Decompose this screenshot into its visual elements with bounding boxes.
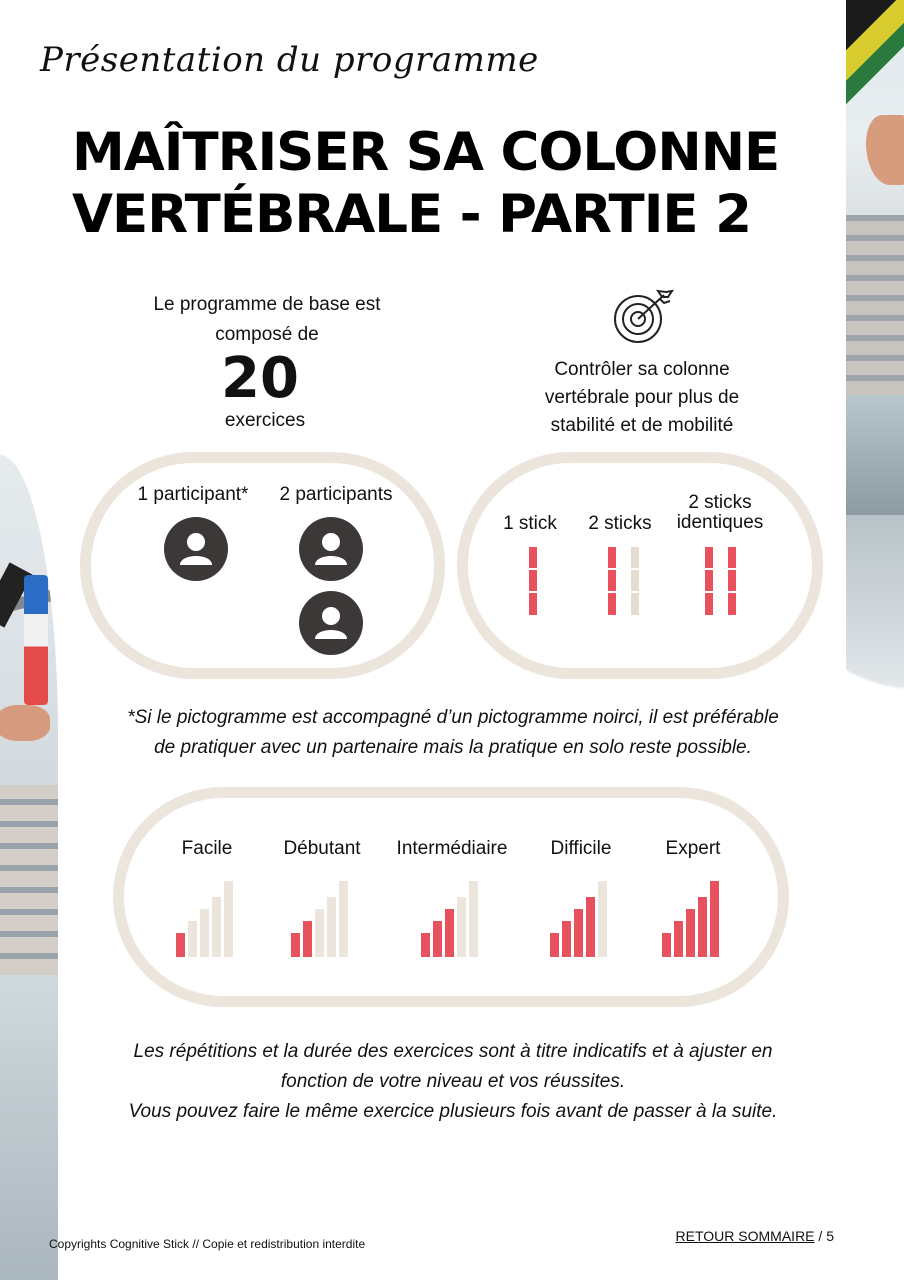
hand-photo-detail [0, 705, 50, 741]
difficulty-bar [550, 933, 559, 957]
repetitions-note-line3: Vous pouvez faire le même exercice plusieurs fois avant de passer à la suite. [128, 1101, 778, 1122]
program-intro-line1: Le programme de base est [153, 294, 381, 315]
difficulty-bar [433, 921, 442, 957]
difficulty-bar [176, 933, 185, 957]
partner-note-line1: *Si le pictogramme est accompagné d’un pictogramme noirci, il est préférable [127, 707, 779, 728]
identical-line2: identiques [676, 512, 764, 533]
target-arrow-icon [608, 287, 676, 345]
difficulty-bar [421, 933, 430, 957]
stick-icon-red [705, 547, 713, 615]
person-avatar-icon [299, 517, 363, 581]
page-footer-nav [676, 1228, 834, 1244]
partner-note-line2: de pratiquer avec un partenaire mais la pratique en solo reste possible. [154, 737, 752, 758]
objective-line2: vertébrale pour plus de [544, 387, 740, 408]
stick-photo-detail [24, 575, 48, 705]
difficulty-bar [291, 933, 300, 957]
level-label-intermédiaire: Intermédiaire [396, 838, 508, 859]
two-sticks-label: 2 sticks [588, 513, 652, 534]
photo-curve-mask [846, 550, 904, 690]
repetitions-note-line2: fonction de votre niveau et vos réussites. [280, 1071, 626, 1092]
back-to-summary-link[interactable]: RETOUR SOMMAIRE [675, 1228, 815, 1244]
page-title-line1: MAÎTRISER SA COLONNE [72, 122, 780, 183]
difficulty-bar [457, 897, 466, 957]
program-intro [117, 290, 417, 350]
two-participants-label: 2 participants [279, 484, 393, 505]
repetitions-note-line1: Les répétitions et la durée des exercices sont à titre indicatifs et à ajuster en [133, 1041, 773, 1062]
page-title-line2: VERTÉBRALE - PARTIE 2 [72, 184, 751, 245]
level-label-expert: Expert [665, 838, 721, 859]
difficulty-bar [674, 921, 683, 957]
level-label-facile: Facile [181, 838, 233, 859]
water-photo-detail [0, 975, 58, 1280]
difficulty-bar [662, 933, 671, 957]
program-intro-line2: composé de [215, 324, 319, 345]
difficulty-bars-icon [291, 879, 351, 959]
difficulty-bar [686, 909, 695, 957]
exercise-count: 20 [221, 346, 299, 411]
level-label-difficile: Difficile [550, 838, 612, 859]
difficulty-bar [339, 881, 348, 957]
person-avatar-icon [164, 517, 228, 581]
sticks-panel [457, 452, 823, 679]
stick-icon-beige [631, 547, 639, 615]
difficulty-bar [327, 897, 336, 957]
difficulty-bar [710, 881, 719, 957]
difficulty-bars-icon [421, 879, 481, 959]
difficulty-bar [303, 921, 312, 957]
difficulty-bar [469, 881, 478, 957]
stick-icon-red [529, 547, 537, 615]
person-avatar-icon [299, 591, 363, 655]
two-identical-sticks-label [668, 493, 772, 533]
stick-icon-red [728, 547, 736, 615]
objective-line3: stabilité et de mobilité [550, 415, 734, 436]
difficulty-bar [315, 909, 324, 957]
identical-line1: 2 sticks [688, 492, 752, 513]
window-photo-detail [846, 395, 904, 515]
program-objective [512, 356, 772, 440]
one-stick-label: 1 stick [503, 513, 557, 534]
difficulty-bar [574, 909, 583, 957]
difficulty-bar [224, 881, 233, 957]
stick-icon-red [608, 547, 616, 615]
repetitions-note [90, 1037, 816, 1127]
difficulty-bar [445, 909, 454, 957]
building-photo-detail [0, 785, 58, 975]
difficulty-bars-icon [550, 879, 610, 959]
stick-photo-detail [846, 0, 904, 110]
level-label-débutant: Débutant [283, 838, 361, 859]
page-title [72, 122, 852, 246]
page-number: / 5 [814, 1228, 834, 1244]
difficulty-bar [698, 897, 707, 957]
difficulty-bar [598, 881, 607, 957]
hand-photo-detail [866, 115, 904, 185]
difficulty-bar [562, 921, 571, 957]
building-photo-detail [846, 215, 904, 395]
partner-note [90, 703, 816, 763]
section-script-title: Présentation du programme [40, 40, 539, 80]
difficulty-bars-icon [176, 879, 236, 959]
difficulty-bar [188, 921, 197, 957]
decorative-photo-left [0, 455, 58, 1280]
difficulty-bar [586, 897, 595, 957]
exercise-unit: exercices [224, 410, 306, 431]
difficulty-bar [212, 897, 221, 957]
one-participant-label: 1 participant* [137, 484, 249, 505]
difficulty-bars-icon [662, 879, 722, 959]
difficulty-bar [200, 909, 209, 957]
copyright-text: Copyrights Cognitive Stick // Copie et redistribution interdite [49, 1237, 366, 1251]
decorative-photo-right [846, 0, 904, 690]
objective-line1: Contrôler sa colonne [554, 359, 730, 380]
